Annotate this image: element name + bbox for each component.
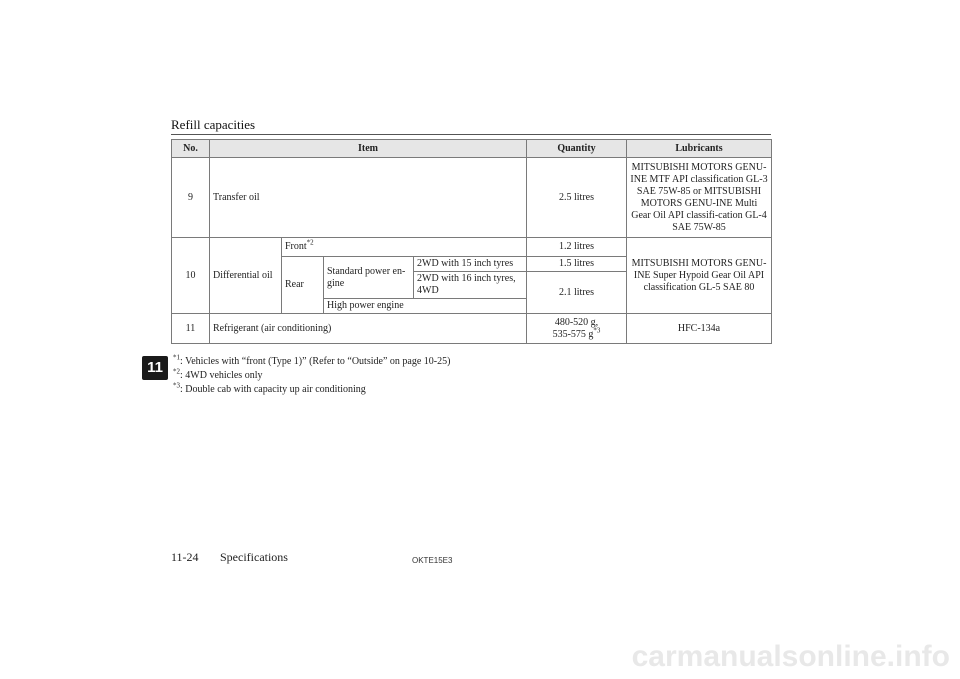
- row11-quantity-line1: 480-520 g,: [554, 316, 599, 328]
- footnote-mark: *2: [173, 367, 180, 376]
- row11-footnote-mark: *3: [593, 326, 601, 335]
- footnote: [173, 369, 450, 383]
- table-header-row: [172, 140, 772, 158]
- header-lubricants: Lubricants: [627, 140, 772, 158]
- row10-front-quantity: 1.2 litres: [527, 238, 627, 257]
- row10-high-power: High power engine: [324, 299, 527, 314]
- row10-lubricants: MITSUBISHI MOTORS GENU-INE Super Hypoid Gear Oil API classification GL-5 SAE 80: [627, 238, 772, 314]
- footnote-mark: *3: [173, 381, 180, 390]
- row9-no: 9: [172, 158, 210, 238]
- footnote: [173, 383, 450, 397]
- table-row: [172, 314, 772, 344]
- watermark: carmanualsonline.info: [631, 640, 950, 673]
- footnote-text: : 4WD vehicles only: [180, 370, 263, 381]
- row9-quantity: 2.5 litres: [527, 158, 627, 238]
- section-title: Refill capacities: [171, 117, 256, 132]
- footnote-text: : Vehicles with “front (Type 1)” (Refer to “Outside” on page 10-25): [180, 356, 451, 367]
- document-code: OKTE15E3: [412, 556, 453, 565]
- header-no: No.: [172, 140, 210, 158]
- footnote: [173, 355, 450, 369]
- row10-sub1-label: 2WD with 15 inch tyres: [414, 257, 527, 272]
- row11-quantity: [527, 314, 627, 344]
- chapter-tab: 11: [142, 356, 168, 380]
- front-label: Front: [285, 241, 307, 252]
- top-rule: [171, 134, 771, 135]
- row10-sub2-label: 2WD with 16 inch tyres, 4WD: [414, 272, 527, 299]
- row10-no: 10: [172, 238, 210, 314]
- row10-sub2-quantity: 2.1 litres: [527, 272, 627, 314]
- row10-item: Differential oil: [210, 238, 282, 314]
- table-row: [172, 238, 772, 257]
- footnote-mark: *1: [173, 353, 180, 362]
- row10-standard-engine: Standard power en-gine: [324, 257, 414, 299]
- table-row: [172, 158, 772, 238]
- row9-item: Transfer oil: [210, 158, 527, 238]
- row10-sub1-quantity: 1.5 litres: [527, 257, 627, 272]
- row10-front: [282, 238, 527, 257]
- row11-no: 11: [172, 314, 210, 344]
- refill-capacities-table: [171, 139, 772, 344]
- footnote-text: : Double cab with capacity up air conditioning: [180, 384, 366, 395]
- front-footnote-mark: *2: [306, 238, 314, 247]
- page-number: 11-24: [171, 550, 199, 564]
- row11-quantity-line2: 535-575 g: [552, 328, 594, 340]
- header-quantity: Quantity: [527, 140, 627, 158]
- row11-lubricants: HFC-134a: [627, 314, 772, 344]
- row9-lubricants: MITSUBISHI MOTORS GENU-INE MTF API classification GL-3 SAE 75W-85 or MITSUBISHI MOTORS GENU-INE Multi Gear Oil API classifi-cation GL-4 SAE 75W-85: [627, 158, 772, 238]
- header-item: Item: [210, 140, 527, 158]
- footnotes: [173, 355, 450, 397]
- row11-item: Refrigerant (air conditioning): [210, 314, 527, 344]
- chapter-name: Specifications: [220, 550, 288, 564]
- row10-rear: Rear: [282, 257, 324, 314]
